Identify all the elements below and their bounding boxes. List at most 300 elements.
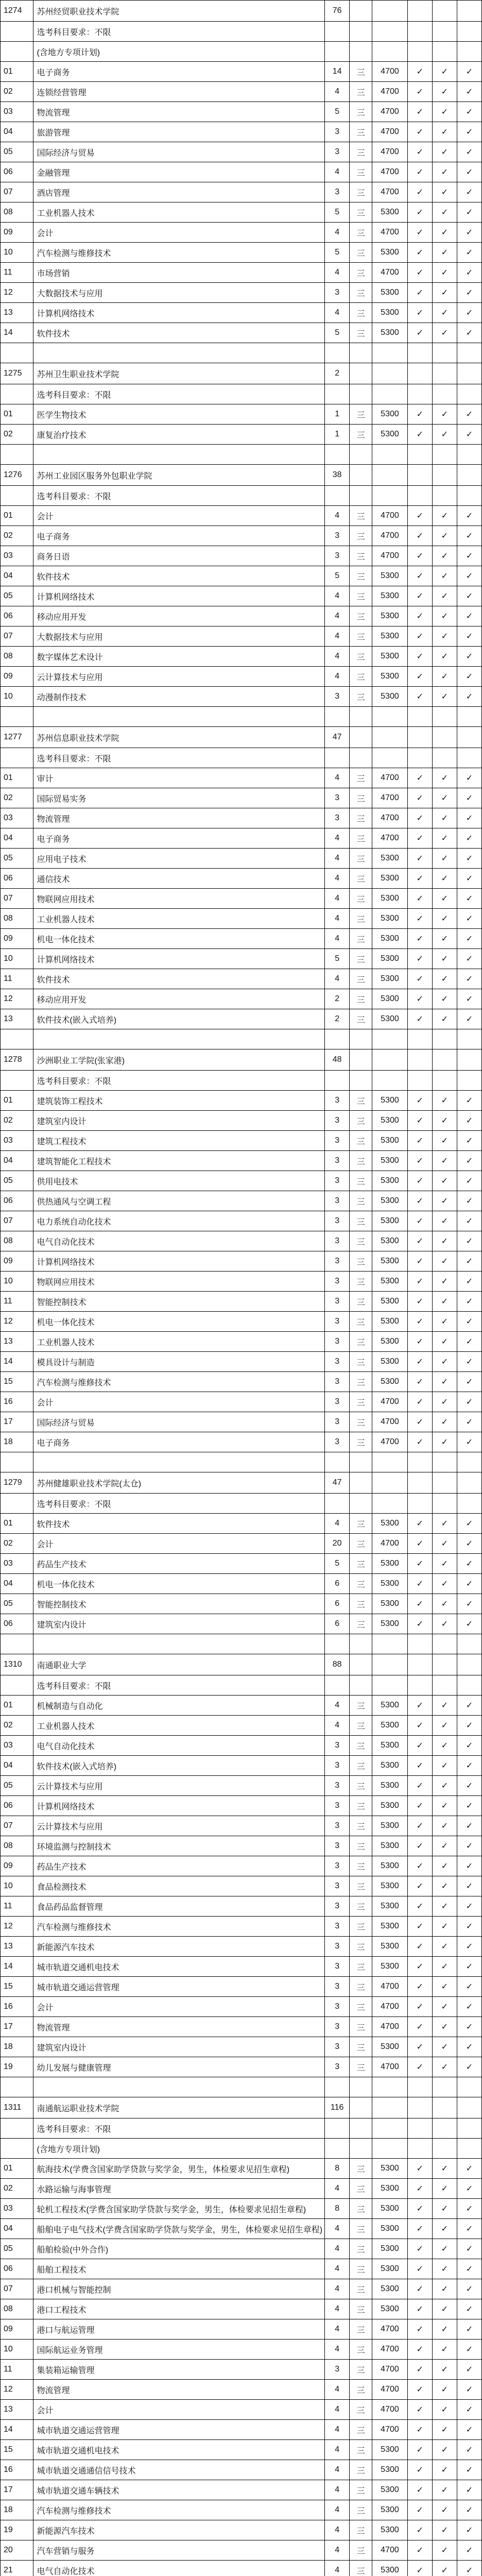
row-check-1: ✓	[407, 2340, 432, 2360]
row-name: 计算机网络技术	[33, 303, 325, 323]
row-code: 12	[1, 1312, 33, 1332]
row-code: 04	[1, 122, 33, 142]
row-check-2	[432, 1494, 457, 1514]
row-subject-group: 三	[350, 546, 372, 566]
row-check-2	[432, 1071, 457, 1091]
major-row	[1, 2259, 482, 2279]
row-check-3: ✓	[457, 2179, 481, 2199]
row-name: 模具设计与制造	[33, 1352, 325, 1372]
row-tuition: 4700	[372, 263, 408, 283]
row-name: 通信技术	[33, 869, 325, 889]
row-name: 苏州工业园区服务外包职业学院	[33, 465, 325, 486]
row-check-3: ✓	[457, 687, 481, 707]
major-row	[1, 1312, 482, 1332]
row-check-2: ✓	[432, 1272, 457, 1292]
row-code: 03	[1, 546, 33, 566]
row-code: 01	[1, 1091, 33, 1111]
row-name: 供用电技术	[33, 1171, 325, 1191]
row-check-3	[457, 22, 481, 42]
row-check-2: ✓	[432, 566, 457, 586]
row-check-1	[407, 1494, 432, 1514]
row-code: 05	[1, 1171, 33, 1191]
row-check-1: ✓	[407, 2017, 432, 2037]
row-name: 云计算技术与应用	[33, 667, 325, 687]
row-code: 09	[1, 929, 33, 949]
row-tuition: 5300	[372, 1372, 408, 1392]
row-check-3: ✓	[457, 2540, 481, 2561]
row-check-3	[457, 1071, 481, 1091]
row-check-3: ✓	[457, 1432, 481, 1452]
row-check-1: ✓	[407, 162, 432, 182]
row-plan-count: 8	[325, 2199, 350, 2219]
row-check-3: ✓	[457, 1292, 481, 1312]
row-check-2	[432, 1634, 457, 1654]
row-subject-group	[350, 445, 372, 465]
major-row	[1, 606, 482, 626]
row-check-2: ✓	[432, 1997, 457, 2017]
row-tuition: 5300	[372, 1614, 408, 1634]
row-tuition: 5300	[372, 1896, 408, 1917]
major-row	[1, 2219, 482, 2239]
row-tuition: 5300	[372, 1696, 408, 1716]
row-code: 07	[1, 1816, 33, 1836]
row-check-2: ✓	[432, 102, 457, 122]
row-check-1: ✓	[407, 2259, 432, 2279]
row-subject-group: 三	[350, 1412, 372, 1432]
row-check-1: ✓	[407, 1534, 432, 1554]
row-check-1: ✓	[407, 2299, 432, 2319]
row-check-2	[432, 465, 457, 486]
row-plan-count: 4	[325, 667, 350, 687]
row-code: 06	[1, 606, 33, 626]
row-subject-group: 三	[350, 1332, 372, 1352]
row-name: 康复治疗技术	[33, 425, 325, 445]
row-subject-group: 三	[350, 2279, 372, 2299]
row-plan-count	[325, 1634, 350, 1654]
row-tuition	[372, 2097, 408, 2119]
row-plan-count: 3	[325, 788, 350, 808]
row-check-1	[407, 1071, 432, 1091]
row-check-1: ✓	[407, 526, 432, 546]
row-check-1: ✓	[407, 949, 432, 969]
major-row	[1, 1091, 482, 1111]
row-check-2: ✓	[432, 122, 457, 142]
row-check-3: ✓	[457, 2057, 481, 2077]
row-check-3: ✓	[457, 1716, 481, 1736]
row-tuition: 5300	[372, 243, 408, 263]
row-tuition: 5300	[372, 1191, 408, 1211]
row-plan-count: 2	[325, 1009, 350, 1029]
row-plan-count: 3	[325, 2017, 350, 2037]
row-tuition: 5300	[372, 1816, 408, 1836]
row-check-2: ✓	[432, 1151, 457, 1171]
row-tuition: 4700	[372, 2540, 408, 2561]
row-check-1: ✓	[407, 1171, 432, 1191]
row-tuition	[372, 384, 408, 404]
row-tuition: 5300	[372, 2561, 408, 2576]
row-plan-count: 4	[325, 849, 350, 869]
row-subject-group: 三	[350, 2400, 372, 2420]
row-name: 轮机工程技术(学费含国家助学贷款与奖学金，男生，体检要求见招生章程)	[33, 2199, 325, 2219]
row-plan-count: 3	[325, 1332, 350, 1352]
row-code: 02	[1, 1534, 33, 1554]
row-subject-group: 三	[350, 142, 372, 162]
major-row	[1, 1251, 482, 1272]
row-tuition: 4700	[372, 768, 408, 788]
row-subject-group	[350, 727, 372, 748]
row-tuition: 5300	[372, 1352, 408, 1372]
row-code: 17	[1, 1412, 33, 1432]
row-code: 07	[1, 1211, 33, 1231]
row-subject-group: 三	[350, 263, 372, 283]
row-check-1: ✓	[407, 1332, 432, 1352]
row-check-1: ✓	[407, 243, 432, 263]
row-check-1: ✓	[407, 283, 432, 303]
major-row	[1, 1272, 482, 1292]
row-name: 港口工程技术	[33, 2299, 325, 2319]
row-check-3: ✓	[457, 2199, 481, 2219]
row-plan-count: 4	[325, 506, 350, 526]
major-row	[1, 526, 482, 546]
row-code: 02	[1, 2179, 33, 2199]
row-check-2: ✓	[432, 1796, 457, 1816]
row-tuition: 4700	[372, 2057, 408, 2077]
row-subject-group: 三	[350, 1292, 372, 1312]
row-check-1: ✓	[407, 1131, 432, 1151]
row-name: 工业机器人技术	[33, 202, 325, 223]
row-code: 06	[1, 1796, 33, 1816]
row-code: 19	[1, 2520, 33, 2540]
row-plan-count: 5	[325, 323, 350, 343]
row-check-2: ✓	[432, 303, 457, 323]
row-check-2	[432, 384, 457, 404]
row-subject-group: 三	[350, 2340, 372, 2360]
row-tuition: 5300	[372, 1272, 408, 1292]
row-plan-count: 4	[325, 2279, 350, 2299]
row-check-2: ✓	[432, 202, 457, 223]
row-plan-count: 4	[325, 647, 350, 667]
row-check-1: ✓	[407, 1977, 432, 1997]
row-check-1: ✓	[407, 263, 432, 283]
row-check-1: ✓	[407, 1876, 432, 1896]
row-code: 01	[1, 1696, 33, 1716]
row-check-1: ✓	[407, 1614, 432, 1634]
row-check-3: ✓	[457, 526, 481, 546]
row-tuition: 5300	[372, 2480, 408, 2500]
row-check-2: ✓	[432, 2259, 457, 2279]
row-plan-count: 3	[325, 2057, 350, 2077]
row-subject-group: 三	[350, 2179, 372, 2199]
row-subject-group	[350, 748, 372, 768]
row-code: 02	[1, 1111, 33, 1131]
major-row	[1, 2500, 482, 2520]
row-check-2: ✓	[432, 1432, 457, 1452]
row-plan-count: 5	[325, 243, 350, 263]
row-code: 18	[1, 2500, 33, 2520]
row-check-3: ✓	[457, 1171, 481, 1191]
row-check-2: ✓	[432, 1716, 457, 1736]
row-plan-count: 3	[325, 1796, 350, 1816]
major-row	[1, 2460, 482, 2480]
row-subject-group: 三	[350, 586, 372, 606]
row-check-2: ✓	[432, 2561, 457, 2576]
row-check-3	[457, 363, 481, 384]
row-plan-count: 3	[325, 1131, 350, 1151]
major-row	[1, 1856, 482, 1876]
row-check-1: ✓	[407, 1091, 432, 1111]
row-code	[1, 748, 33, 768]
school-row	[1, 1, 482, 22]
row-subject-group	[350, 1654, 372, 1675]
row-check-3: ✓	[457, 2561, 481, 2576]
row-subject-group: 三	[350, 2540, 372, 2561]
row-check-1	[407, 1634, 432, 1654]
row-code	[1, 1494, 33, 1514]
row-check-3: ✓	[457, 425, 481, 445]
row-check-1: ✓	[407, 1896, 432, 1917]
row-name: 计算机网络技术	[33, 1251, 325, 1272]
blank-row	[1, 707, 482, 727]
row-plan-count: 3	[325, 1876, 350, 1896]
row-code: 03	[1, 1736, 33, 1756]
row-tuition	[372, 1675, 408, 1696]
row-check-1	[407, 1049, 432, 1071]
row-subject-group	[350, 1029, 372, 1049]
row-check-3: ✓	[457, 2340, 481, 2360]
major-row	[1, 1514, 482, 1534]
row-check-3	[457, 1494, 481, 1514]
major-row	[1, 2159, 482, 2179]
row-tuition	[372, 363, 408, 384]
row-check-2: ✓	[432, 768, 457, 788]
row-tuition: 4700	[372, 62, 408, 82]
row-check-1: ✓	[407, 2179, 432, 2199]
row-name: 国际贸易实务	[33, 788, 325, 808]
row-check-1: ✓	[407, 2500, 432, 2520]
row-check-1: ✓	[407, 1856, 432, 1876]
row-check-2: ✓	[432, 1736, 457, 1756]
row-name	[33, 343, 325, 363]
row-code: 01	[1, 62, 33, 82]
row-code: 16	[1, 1997, 33, 2017]
row-check-3	[457, 1049, 481, 1071]
row-check-1: ✓	[407, 909, 432, 929]
row-check-2: ✓	[432, 526, 457, 546]
row-tuition: 5300	[372, 1514, 408, 1534]
row-name: (含地方专项计划)	[33, 2139, 325, 2159]
row-code: 04	[1, 828, 33, 849]
row-code: 10	[1, 1272, 33, 1292]
row-name: 物流管理	[33, 808, 325, 828]
row-subject-group: 三	[350, 202, 372, 223]
row-code: 14	[1, 1957, 33, 1977]
major-row	[1, 969, 482, 989]
row-subject-group: 三	[350, 122, 372, 142]
row-plan-count: 4	[325, 2219, 350, 2239]
row-check-1: ✓	[407, 889, 432, 909]
row-code	[1, 445, 33, 465]
row-subject-group: 三	[350, 1614, 372, 1634]
row-check-2	[432, 1472, 457, 1494]
major-row	[1, 303, 482, 323]
row-code: 1276	[1, 465, 33, 486]
row-code: 21	[1, 2561, 33, 2576]
row-check-1: ✓	[407, 1917, 432, 1937]
row-code: 06	[1, 869, 33, 889]
row-code: 1311	[1, 2097, 33, 2119]
row-subject-group: 三	[350, 566, 372, 586]
row-plan-count: 3	[325, 1816, 350, 1836]
row-name: 国际航运业务管理	[33, 2340, 325, 2360]
row-code: 03	[1, 102, 33, 122]
row-check-1: ✓	[407, 323, 432, 343]
row-plan-count	[325, 707, 350, 727]
row-check-2: ✓	[432, 2037, 457, 2057]
row-check-2: ✓	[432, 2420, 457, 2440]
row-plan-count: 20	[325, 1534, 350, 1554]
row-plan-count: 4	[325, 2299, 350, 2319]
major-row	[1, 62, 482, 82]
row-tuition	[372, 707, 408, 727]
row-subject-group: 三	[350, 626, 372, 647]
row-subject-group: 三	[350, 2561, 372, 2576]
major-row	[1, 2380, 482, 2400]
row-plan-count: 4	[325, 768, 350, 788]
row-code: 09	[1, 223, 33, 243]
row-check-2: ✓	[432, 909, 457, 929]
row-plan-count: 3	[325, 1352, 350, 1372]
row-plan-count	[325, 343, 350, 363]
row-tuition: 5300	[372, 202, 408, 223]
row-tuition	[372, 1, 408, 22]
row-check-1: ✓	[407, 122, 432, 142]
row-code: 01	[1, 2159, 33, 2179]
row-code: 13	[1, 1009, 33, 1029]
row-subject-group: 三	[350, 1957, 372, 1977]
row-plan-count: 4	[325, 2440, 350, 2460]
row-code	[1, 2119, 33, 2139]
row-subject-group: 三	[350, 2259, 372, 2279]
row-subject-group: 三	[350, 223, 372, 243]
row-tuition: 5300	[372, 2159, 408, 2179]
major-row	[1, 1896, 482, 1917]
row-tuition: 5300	[372, 1796, 408, 1816]
row-subject-group: 三	[350, 606, 372, 626]
row-check-3: ✓	[457, 2380, 481, 2400]
major-row	[1, 223, 482, 243]
row-tuition	[372, 1654, 408, 1675]
row-check-1: ✓	[407, 808, 432, 828]
row-check-2	[432, 1675, 457, 1696]
major-row	[1, 989, 482, 1009]
row-check-2: ✓	[432, 263, 457, 283]
row-check-3: ✓	[457, 142, 481, 162]
row-plan-count	[325, 1675, 350, 1696]
row-subject-group: 三	[350, 1816, 372, 1836]
row-check-3: ✓	[457, 1977, 481, 1997]
major-row	[1, 687, 482, 707]
row-plan-count: 3	[325, 1736, 350, 1756]
major-row	[1, 2360, 482, 2380]
row-check-3: ✓	[457, 1997, 481, 2017]
school-row	[1, 1472, 482, 1494]
row-tuition: 4700	[372, 808, 408, 828]
row-check-1: ✓	[407, 1231, 432, 1251]
row-tuition	[372, 486, 408, 506]
row-check-2: ✓	[432, 606, 457, 626]
major-row	[1, 1131, 482, 1151]
row-tuition: 4700	[372, 1432, 408, 1452]
row-check-2: ✓	[432, 1392, 457, 1412]
row-subject-group: 三	[350, 1312, 372, 1332]
row-code	[1, 2139, 33, 2159]
major-row	[1, 909, 482, 929]
row-check-1: ✓	[407, 1191, 432, 1211]
row-check-3	[457, 1472, 481, 1494]
blank-row	[1, 343, 482, 363]
row-check-1: ✓	[407, 929, 432, 949]
row-tuition	[372, 1049, 408, 1071]
row-name: 会计	[33, 1392, 325, 1412]
row-subject-group: 三	[350, 788, 372, 808]
row-code: 07	[1, 182, 33, 202]
major-row	[1, 849, 482, 869]
row-tuition	[372, 1029, 408, 1049]
row-name: 汽车检测与维修技术	[33, 2500, 325, 2520]
major-row	[1, 2037, 482, 2057]
row-check-2: ✓	[432, 1091, 457, 1111]
row-name: 船舶电子电气技术(学费含国家助学贷款与奖学金，男生，体检要求见招生章程)	[33, 2219, 325, 2239]
row-check-3	[457, 1634, 481, 1654]
row-check-1	[407, 1654, 432, 1675]
row-subject-group: 三	[350, 828, 372, 849]
row-plan-count: 4	[325, 889, 350, 909]
row-plan-count: 6	[325, 1614, 350, 1634]
row-check-3	[457, 445, 481, 465]
major-row	[1, 1716, 482, 1736]
row-name: 物流管理	[33, 2380, 325, 2400]
row-name: 会计	[33, 1534, 325, 1554]
blank-row	[1, 1029, 482, 1049]
row-check-2: ✓	[432, 142, 457, 162]
row-subject-group	[350, 22, 372, 42]
row-name: 会计	[33, 506, 325, 526]
row-code: 16	[1, 2460, 33, 2480]
row-check-3: ✓	[457, 1231, 481, 1251]
row-check-1	[407, 2097, 432, 2119]
row-check-1	[407, 1029, 432, 1049]
row-check-1: ✓	[407, 1272, 432, 1292]
row-subject-group: 三	[350, 2057, 372, 2077]
row-subject-group: 三	[350, 1997, 372, 2017]
row-subject-group	[350, 486, 372, 506]
row-tuition: 5300	[372, 1332, 408, 1352]
row-subject-group: 三	[350, 2440, 372, 2460]
row-check-1	[407, 343, 432, 363]
row-subject-group: 三	[350, 2360, 372, 2380]
row-code: 13	[1, 1937, 33, 1957]
row-plan-count: 3	[325, 1272, 350, 1292]
row-name: 新能源汽车技术	[33, 2520, 325, 2540]
row-tuition: 4700	[372, 546, 408, 566]
row-tuition: 5300	[372, 323, 408, 343]
row-code: 03	[1, 1554, 33, 1574]
row-subject-group: 三	[350, 2460, 372, 2480]
row-code: 08	[1, 1231, 33, 1251]
major-row	[1, 2057, 482, 2077]
row-check-3: ✓	[457, 2239, 481, 2259]
row-check-3: ✓	[457, 202, 481, 223]
